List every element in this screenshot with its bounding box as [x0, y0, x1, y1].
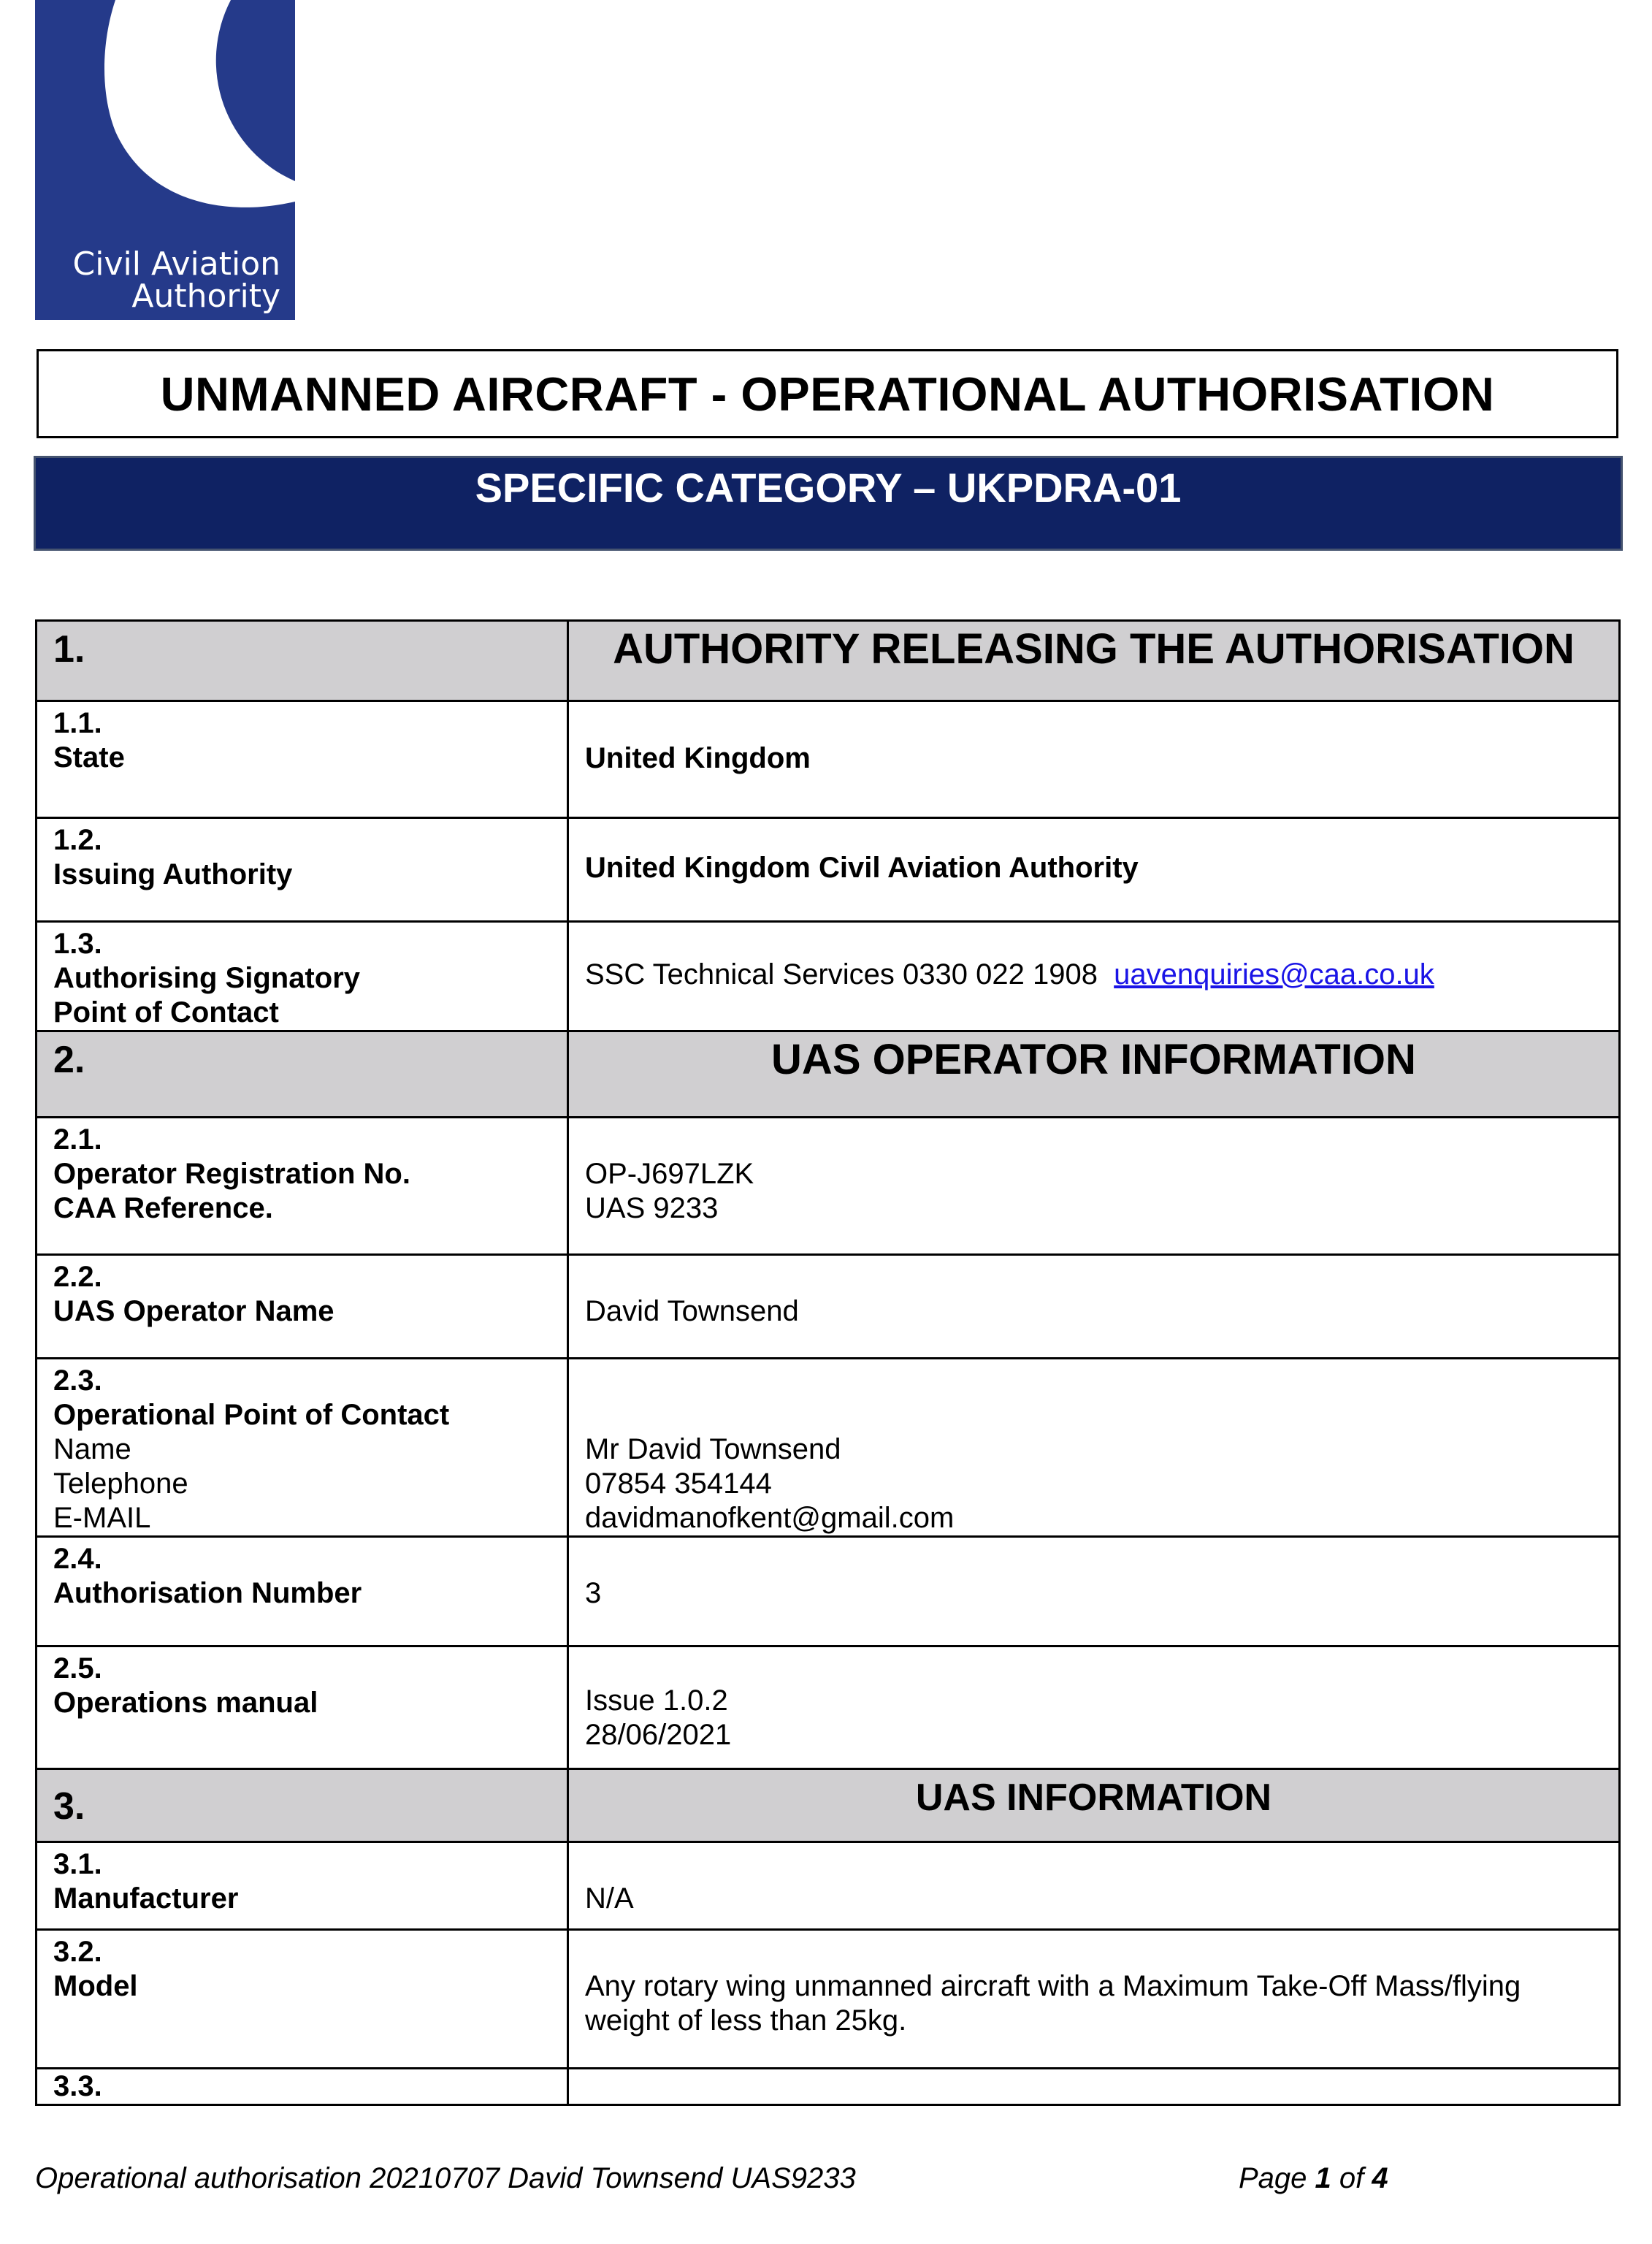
- form-row-3-1: [37, 1842, 1620, 1930]
- row-number: 3.3.: [53, 2070, 102, 2102]
- contact-phone: SSC Technical Services 0330 022 1908: [585, 958, 1098, 991]
- page-current: 1: [1315, 2162, 1331, 2194]
- row-label: Authorisation Number: [53, 1577, 362, 1609]
- section-title: UAS INFORMATION: [568, 1769, 1620, 1842]
- form-row-2-3: [37, 1359, 1620, 1537]
- footer-reference: Operational authorisation 20210707 David Townsend UAS9233: [35, 2162, 856, 2194]
- row-number: 2.2.: [53, 1261, 102, 1293]
- form-row-1-3: [37, 922, 1620, 1031]
- row-number: 1.3.: [53, 928, 102, 960]
- row-number: 2.3.: [53, 1365, 102, 1397]
- logo-line-1: Civil Aviation: [72, 245, 280, 283]
- row-label: Authorising Signatory: [53, 962, 360, 994]
- section-2-header: [37, 1031, 1620, 1118]
- contact-telephone: 07854 354144: [585, 1468, 772, 1500]
- row-label: Operator Registration No.: [53, 1158, 410, 1190]
- row-number: 2.5.: [53, 1652, 102, 1684]
- category-banner: SPECIFIC CATEGORY – UKPDRA-01: [34, 456, 1623, 551]
- section-1-header: [37, 621, 1620, 701]
- form-row-3-2: [37, 1930, 1620, 2069]
- row-number: 1.2.: [53, 824, 102, 856]
- logo-line-2: Authority: [131, 278, 280, 315]
- row-label: Manufacturer: [53, 1882, 239, 1915]
- row-label: Model: [53, 1970, 138, 2002]
- caa-reference: UAS 9233: [585, 1192, 719, 1224]
- contact-email-link[interactable]: uavenquiries@caa.co.uk: [1114, 958, 1434, 991]
- row-number: 1.1.: [53, 707, 102, 739]
- row-label-2: CAA Reference.: [53, 1192, 273, 1224]
- row-label: State: [53, 741, 125, 774]
- form-row-2-1: [37, 1118, 1620, 1255]
- registration-number: OP-J697LZK: [585, 1158, 754, 1190]
- row-value: United Kingdom Civil Aviation Authority: [568, 818, 1620, 922]
- manual-issue: Issue 1.0.2: [585, 1684, 728, 1717]
- row-label: UAS Operator Name: [53, 1295, 334, 1327]
- row-value: [568, 2069, 1620, 2105]
- section-number: 3.: [37, 1769, 568, 1842]
- document-title: UNMANNED AIRCRAFT - OPERATIONAL AUTHORISATION: [37, 349, 1618, 438]
- form-row-1-2: [37, 818, 1620, 922]
- row-value: United Kingdom: [568, 701, 1620, 818]
- section-number: 1.: [37, 621, 568, 701]
- row-number: 3.2.: [53, 1936, 102, 1968]
- page-word: Page: [1239, 2162, 1307, 2194]
- page-footer: [35, 2162, 1618, 2206]
- caa-logo: [35, 0, 295, 320]
- row-label-2: Point of Contact: [53, 996, 279, 1028]
- row-value: N/A: [568, 1842, 1620, 1930]
- form-row-2-5: [37, 1646, 1620, 1769]
- form-row-2-2: [37, 1255, 1620, 1359]
- row-label: Operational Point of Contact: [53, 1399, 450, 1431]
- form-row-2-4: [37, 1537, 1620, 1646]
- section-title: AUTHORITY RELEASING THE AUTHORISATION: [568, 621, 1620, 701]
- row-value: David Townsend: [568, 1255, 1620, 1359]
- sub-label-telephone: Telephone: [53, 1468, 188, 1500]
- row-number: 2.1.: [53, 1123, 102, 1156]
- section-title: UAS OPERATOR INFORMATION: [568, 1031, 1620, 1118]
- section-3-header: [37, 1769, 1620, 1842]
- row-label: Operations manual: [53, 1687, 318, 1719]
- contact-email: davidmanofkent@gmail.com: [585, 1502, 955, 1534]
- sub-label-email: E-MAIL: [53, 1502, 151, 1534]
- section-number: 2.: [37, 1031, 568, 1118]
- row-number: 3.1.: [53, 1848, 102, 1880]
- row-label: Issuing Authority: [53, 858, 293, 890]
- logo-text: [72, 245, 280, 315]
- row-number: 2.4.: [53, 1543, 102, 1575]
- page-total: 4: [1372, 2162, 1388, 2194]
- authorisation-form: [35, 619, 1621, 2106]
- manual-date: 28/06/2021: [585, 1719, 732, 1751]
- page-counter: [1239, 2162, 1388, 2195]
- form-row-1-1: [37, 701, 1620, 818]
- contact-name: Mr David Townsend: [585, 1433, 841, 1465]
- page-of: of: [1339, 2162, 1364, 2194]
- row-value: Any rotary wing unmanned aircraft with a Maximum Take-Off Mass/flying weight of less than 25kg.: [568, 1930, 1620, 2069]
- sub-label-name: Name: [53, 1433, 131, 1465]
- form-row-3-3: [37, 2069, 1620, 2105]
- row-value: 3: [568, 1537, 1620, 1646]
